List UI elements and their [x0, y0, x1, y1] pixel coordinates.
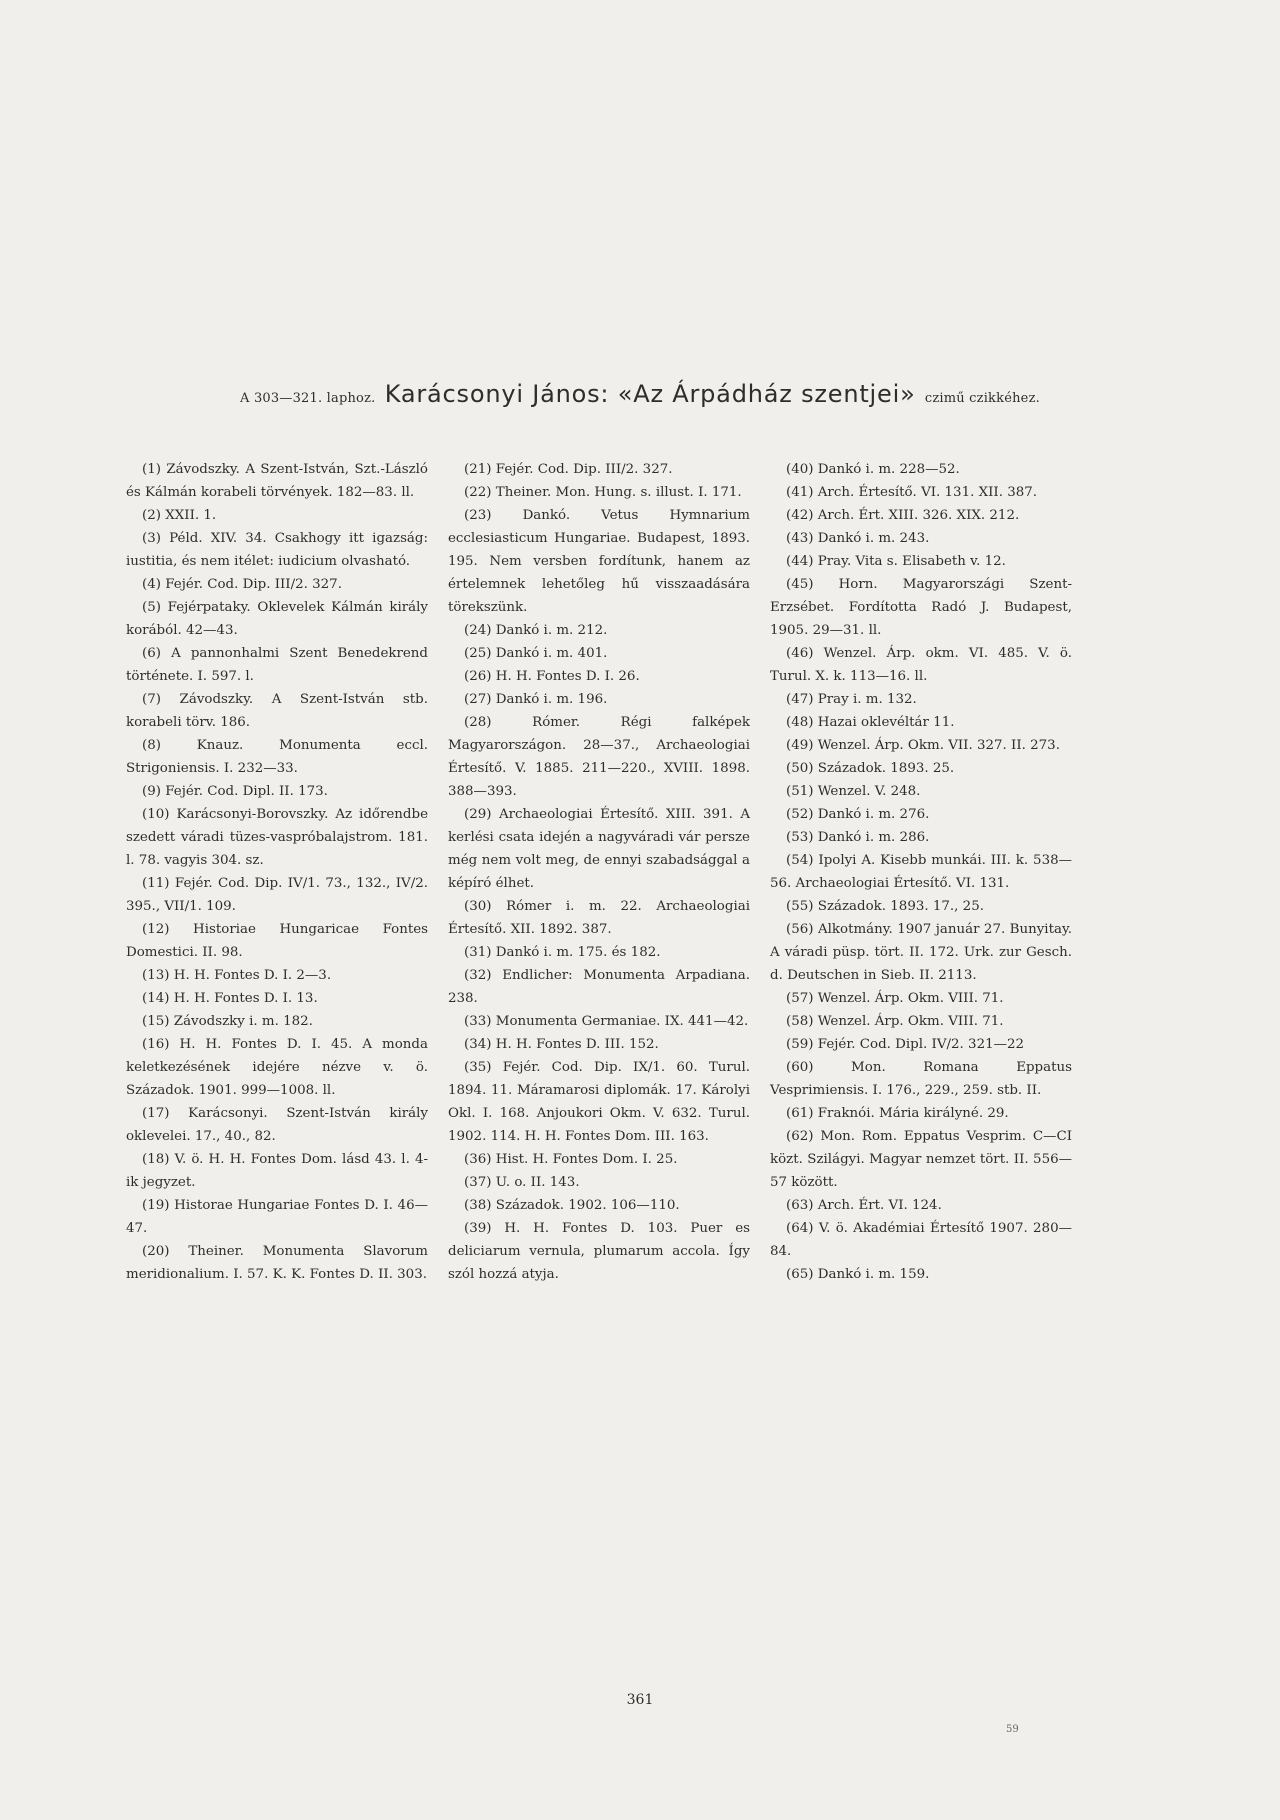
footnote-number: (14)	[142, 991, 170, 1006]
footnote-number: (58)	[786, 1014, 814, 1029]
footnote-text: XXII. 1.	[165, 508, 217, 523]
footnote-text: Dankó i. m. 175. és 182.	[495, 945, 661, 960]
footnote-entry	[770, 803, 1072, 826]
footnote-text: Századok. 1893. 25.	[817, 761, 955, 776]
footnote-number: (31)	[464, 945, 492, 960]
footnote-entry	[126, 573, 428, 596]
footnote-number: (34)	[464, 1037, 492, 1052]
footnote-entry	[770, 849, 1072, 895]
footnote-entry	[770, 1217, 1072, 1263]
footnote-number: (8)	[142, 738, 161, 753]
footnote-number: (32)	[464, 968, 492, 983]
footnote-entry	[126, 688, 428, 734]
footnote-number: (15)	[142, 1014, 170, 1029]
footnote-number: (42)	[786, 508, 814, 523]
footnote-entry	[126, 734, 428, 780]
footnote-text: H. H. Fontes D. 103. Puer es deliciarum vernula, plumarum accola. Így szól hozzá atyja.	[448, 1221, 750, 1282]
footnote-text: Fraknói. Mária királyné. 29.	[817, 1106, 1009, 1121]
footnote-number: (6)	[142, 646, 161, 661]
footnote-entry	[448, 504, 750, 619]
footnote-text: H. H. Fontes D. I. 45. A monda keletkezésének idejére nézve v. ö. Századok. 1901. 999—1008. ll.	[126, 1037, 428, 1098]
footnote-entry	[126, 803, 428, 872]
footnote-entry	[770, 527, 1072, 550]
footnote-number: (16)	[142, 1037, 170, 1052]
footnote-number: (41)	[786, 485, 814, 500]
footnote-text: Arch. Ért. XIII. 326. XIX. 212.	[817, 508, 1020, 523]
footnote-column-1	[126, 458, 428, 1286]
footnote-number: (45)	[786, 577, 814, 592]
footnote-number: (11)	[142, 876, 170, 891]
footnote-number: (54)	[786, 853, 814, 868]
footnote-entry	[126, 1148, 428, 1194]
footnote-text: H. H. Fontes D. I. 26.	[495, 669, 640, 684]
footnote-text: Fejér. Cod. Dipl. II. 173.	[165, 784, 328, 799]
footnote-number: (56)	[786, 922, 814, 937]
footnote-entry	[126, 596, 428, 642]
footnote-text: Rómer i. m. 22. Archaeologiai Értesítő. XII. 1892. 387.	[448, 899, 750, 937]
footnote-number: (26)	[464, 669, 492, 684]
header-prefix: A 303—321. laphoz.	[240, 391, 376, 406]
footnote-number: (27)	[464, 692, 492, 707]
footnote-entry	[770, 987, 1072, 1010]
footnote-entry	[126, 1194, 428, 1240]
footnote-number: (3)	[142, 531, 161, 546]
footnote-text: Historiae Hungaricae Fontes Domestici. II. 98.	[126, 922, 428, 960]
footnote-number: (39)	[464, 1221, 492, 1236]
footnote-text: Wenzel. Árp. Okm. VII. 327. II. 273.	[817, 738, 1060, 753]
footnote-entry	[770, 1102, 1072, 1125]
footnote-entry	[126, 918, 428, 964]
footnote-number: (21)	[464, 462, 492, 477]
footnote-number: (63)	[786, 1198, 814, 1213]
footnote-number: (9)	[142, 784, 161, 799]
footnote-entry	[448, 964, 750, 1010]
footnote-number: (30)	[464, 899, 492, 914]
footnote-text: Wenzel. V. 248.	[817, 784, 921, 799]
footnote-entry	[126, 1033, 428, 1102]
footnote-number: (53)	[786, 830, 814, 845]
footnote-number: (24)	[464, 623, 492, 638]
footnote-text: Fejérpataky. Oklevelek Kálmán király korából. 42—43.	[126, 600, 428, 638]
footnote-number: (7)	[142, 692, 161, 707]
footnote-number: (60)	[786, 1060, 814, 1075]
footnote-entry	[126, 1010, 428, 1033]
footnote-text: Dankó i. m. 212.	[495, 623, 608, 638]
footnote-entry	[126, 964, 428, 987]
footnote-entry	[126, 1102, 428, 1148]
footnote-entry	[770, 1033, 1072, 1056]
footnote-entry	[126, 527, 428, 573]
page-header	[0, 380, 1280, 408]
footnote-number: (62)	[786, 1129, 814, 1144]
footnote-text: Závodszky. A Szent-István stb. korabeli törv. 186.	[126, 692, 428, 730]
footnote-number: (5)	[142, 600, 161, 615]
footnote-entry	[770, 918, 1072, 987]
footnote-text: Karácsonyi. Szent-István király oklevelei. 17., 40., 82.	[126, 1106, 428, 1144]
footnote-entry	[448, 1194, 750, 1217]
footnote-text: V. ö. H. H. Fontes Dom. lásd 43. l. 4-ik jegyzet.	[126, 1152, 428, 1190]
footnote-number: (48)	[786, 715, 814, 730]
footnote-entry	[770, 826, 1072, 849]
footnote-text: Fejér. Cod. Dip. III/2. 327.	[165, 577, 342, 592]
footnote-entry	[770, 734, 1072, 757]
footnote-entry	[448, 803, 750, 895]
footnote-number: (65)	[786, 1267, 814, 1282]
footnote-number: (46)	[786, 646, 814, 661]
footnote-entry	[126, 642, 428, 688]
footnote-entry	[448, 1010, 750, 1033]
footnote-text: Horn. Magyarországi Szent-Erzsébet. Fordította Radó J. Budapest, 1905. 29—31. ll.	[770, 577, 1072, 638]
header-suffix: czimű czikkéhez.	[924, 391, 1040, 406]
footnote-entry	[770, 1125, 1072, 1194]
footnote-entry	[770, 780, 1072, 803]
footnote-entry	[448, 458, 750, 481]
footnote-text: Hist. H. Fontes Dom. I. 25.	[495, 1152, 678, 1167]
footnote-entry	[448, 1171, 750, 1194]
footnote-entry	[126, 1240, 428, 1286]
footnote-number: (51)	[786, 784, 814, 799]
footnote-number: (38)	[464, 1198, 492, 1213]
footnote-number: (43)	[786, 531, 814, 546]
footnote-entry	[770, 895, 1072, 918]
footnote-text: Závodszky i. m. 182.	[173, 1014, 313, 1029]
footnote-number: (10)	[142, 807, 170, 822]
footnote-text: Századok. 1893. 17., 25.	[817, 899, 984, 914]
footnote-number: (2)	[142, 508, 161, 523]
footnote-number: (40)	[786, 462, 814, 477]
footnote-entry	[448, 619, 750, 642]
footnote-text: Endlicher: Monumenta Arpadiana. 238.	[448, 968, 750, 1006]
footnote-text: Arch. Ért. VI. 124.	[817, 1198, 942, 1213]
footnote-entry	[448, 481, 750, 504]
footnote-number: (64)	[786, 1221, 814, 1236]
footnote-text: Knauz. Monumenta eccl. Strigoniensis. I. 232—33.	[126, 738, 428, 776]
footnote-entry	[126, 987, 428, 1010]
footnote-entry	[448, 941, 750, 964]
footnote-entry	[448, 1033, 750, 1056]
footnote-text: Závodszky. A Szent-István, Szt.-László és Kálmán korabeli törvények. 182—83. ll.	[126, 462, 428, 500]
footnote-text: Ipolyi A. Kisebb munkái. III. k. 538—56. Archaeologiai Értesítő. VI. 131.	[770, 853, 1072, 891]
footnote-entry	[448, 642, 750, 665]
footnote-entry	[770, 504, 1072, 527]
footnote-number: (28)	[464, 715, 492, 730]
footnote-text: Archaeologiai Értesítő. XIII. 391. A kerlési csata idején a nagyváradi vár persze még nem volt meg, de ennyi szabadsággal a képíró élhet.	[448, 807, 750, 891]
footnote-text: Dankó i. m. 196.	[495, 692, 608, 707]
footnote-text: Wenzel. Árp. Okm. VIII. 71.	[817, 1014, 1004, 1029]
footnote-text: Mon. Romana Eppatus Vesprimiensis. I. 176., 229., 259. stb. II.	[770, 1060, 1072, 1098]
footnote-entry	[770, 1263, 1072, 1286]
footnote-entry	[126, 504, 428, 527]
footnote-entry	[770, 1010, 1072, 1033]
footnote-text: Dankó i. m. 159.	[817, 1267, 930, 1282]
footnote-entry	[126, 458, 428, 504]
footnote-entry	[770, 711, 1072, 734]
footnote-entry	[126, 780, 428, 803]
footnote-number: (35)	[464, 1060, 492, 1075]
footnote-text: Theiner. Mon. Hung. s. illust. I. 171.	[495, 485, 742, 500]
footnote-column-2	[448, 458, 750, 1286]
footnote-entry	[770, 757, 1072, 780]
header-title: Karácsonyi János: «Az Árpádház szentjei»	[384, 380, 916, 408]
footnote-text: Pray. Vita s. Elisabeth v. 12.	[817, 554, 1006, 569]
footnote-entry	[770, 550, 1072, 573]
footnote-text: Fejér. Cod. Dip. III/2. 327.	[495, 462, 673, 477]
footnote-number: (4)	[142, 577, 161, 592]
footnote-number: (49)	[786, 738, 814, 753]
footnote-text: Historae Hungariae Fontes D. I. 46—47.	[126, 1198, 428, 1236]
footnote-number: (47)	[786, 692, 814, 707]
footnote-text: Theiner. Monumenta Slavorum meridionalium. I. 57. K. K. Fontes D. II. 303.	[126, 1244, 428, 1282]
footnote-text: A pannonhalmi Szent Benedekrend története. I. 597. l.	[126, 646, 429, 684]
footnote-entry	[448, 895, 750, 941]
footnote-entry	[448, 1148, 750, 1171]
footnote-text: Arch. Értesítő. VI. 131. XII. 387.	[817, 485, 1038, 500]
footnote-entry	[770, 1194, 1072, 1217]
footnote-number: (19)	[142, 1198, 170, 1213]
footnote-text: Dankó i. m. 243.	[817, 531, 930, 546]
footnote-number: (57)	[786, 991, 814, 1006]
footnote-number: (1)	[142, 462, 161, 477]
footnote-number: (12)	[142, 922, 170, 937]
footnote-entry	[770, 458, 1072, 481]
footnote-column-3	[770, 458, 1072, 1286]
footnote-text: V. ö. Akadémiai Értesítő 1907. 280—84.	[770, 1221, 1072, 1259]
footnote-text: Századok. 1902. 106—110.	[495, 1198, 680, 1213]
footnote-text: Dankó i. m. 228—52.	[817, 462, 960, 477]
footnote-text: Wenzel. Árp. okm. VI. 485. V. ö. Turul. X. k. 113—16. ll.	[770, 646, 1072, 684]
footnote-text: Dankó i. m. 401.	[495, 646, 608, 661]
footnote-number: (61)	[786, 1106, 814, 1121]
footnote-number: (50)	[786, 761, 814, 776]
footnote-text: Dankó. Vetus Hymnarium ecclesiasticum Hungariae. Budapest, 1893. 195. Nem versben fordítunk, hanem az értelemnek lehetőleg hű visszaadására törekszünk.	[448, 508, 750, 615]
footnote-entry	[770, 573, 1072, 642]
footnote-text: Pray i. m. 132.	[817, 692, 917, 707]
footnote-text: Karácsonyi-Borovszky. Az időrendbe szedett váradi tüzes-vaspróbalajstrom. 181. l. 78. vagyis 304. sz.	[126, 807, 428, 868]
footnote-entry	[770, 1056, 1072, 1102]
footnote-number: (13)	[142, 968, 170, 983]
footnote-number: (33)	[464, 1014, 492, 1029]
footnote-entry	[770, 688, 1072, 711]
footnote-number: (52)	[786, 807, 814, 822]
footnote-text: Wenzel. Árp. Okm. VIII. 71.	[817, 991, 1004, 1006]
footnote-text: Hazai oklevéltár 11.	[817, 715, 955, 730]
footnote-number: (20)	[142, 1244, 170, 1259]
footnote-text: Fejér. Cod. Dip. IX/1. 60. Turul. 1894. 11. Máramarosi diplomák. 17. Károlyi Okl. I. 168. Anjoukori Okm. V. 632. Turul. 1902. 114. H. H. Fontes Dom. III. 163.	[448, 1060, 750, 1144]
footnote-text: Mon. Rom. Eppatus Vesprim. C—CI közt. Szilágyi. Magyar nemzet tört. II. 556—57 között.	[770, 1129, 1072, 1190]
footnote-number: (22)	[464, 485, 492, 500]
footnote-text: Alkotmány. 1907 január 27. Bunyitay. A váradi püsp. tört. II. 172. Urk. zur Gesch. d. Deutschen in Sieb. II. 2113.	[770, 922, 1072, 983]
footnote-text: H. H. Fontes D. I. 13.	[173, 991, 318, 1006]
footnote-number: (37)	[464, 1175, 492, 1190]
footnote-entry	[448, 711, 750, 803]
footnote-text: Dankó i. m. 276.	[817, 807, 930, 822]
footnote-entry	[770, 642, 1072, 688]
footnote-entry	[448, 1217, 750, 1286]
footnote-text: Dankó i. m. 286.	[817, 830, 930, 845]
footnote-text: Fejér. Cod. Dipl. IV/2. 321—22	[817, 1037, 1025, 1052]
footnote-entry	[448, 1056, 750, 1148]
page-number: 361	[626, 1692, 654, 1708]
footnote-entry	[770, 481, 1072, 504]
footnote-entry	[448, 665, 750, 688]
footnote-text: H. H. Fontes D. III. 152.	[495, 1037, 659, 1052]
footnote-number: (23)	[464, 508, 492, 523]
footnote-number: (44)	[786, 554, 814, 569]
footnote-number: (18)	[142, 1152, 170, 1167]
footnote-text: H. H. Fontes D. I. 2—3.	[173, 968, 332, 983]
footnote-number: (17)	[142, 1106, 170, 1121]
plate-number: 59	[1006, 1724, 1019, 1735]
footnote-text: U. o. II. 143.	[495, 1175, 580, 1190]
footnote-entry	[448, 688, 750, 711]
footnotes-body	[126, 458, 1072, 1358]
footnote-text: Péld. XIV. 34. Csakhogy itt igazság: iustitia, és nem itélet: iudicium olvasható.	[126, 531, 429, 569]
footnote-number: (36)	[464, 1152, 492, 1167]
footnote-number: (59)	[786, 1037, 814, 1052]
footnote-number: (25)	[464, 646, 492, 661]
footnote-text: Rómer. Régi falképek Magyarországon. 28—37., Archaeologiai Értesítő. V. 1885. 211—220., XVIII. 1898. 388—393.	[448, 715, 750, 799]
footnote-number: (55)	[786, 899, 814, 914]
footnote-entry	[126, 872, 428, 918]
footnote-text: Fejér. Cod. Dip. IV/1. 73., 132., IV/2. 395., VII/1. 109.	[126, 876, 428, 914]
footnote-number: (29)	[464, 807, 492, 822]
footnote-text: Monumenta Germaniae. IX. 441—42.	[495, 1014, 749, 1029]
